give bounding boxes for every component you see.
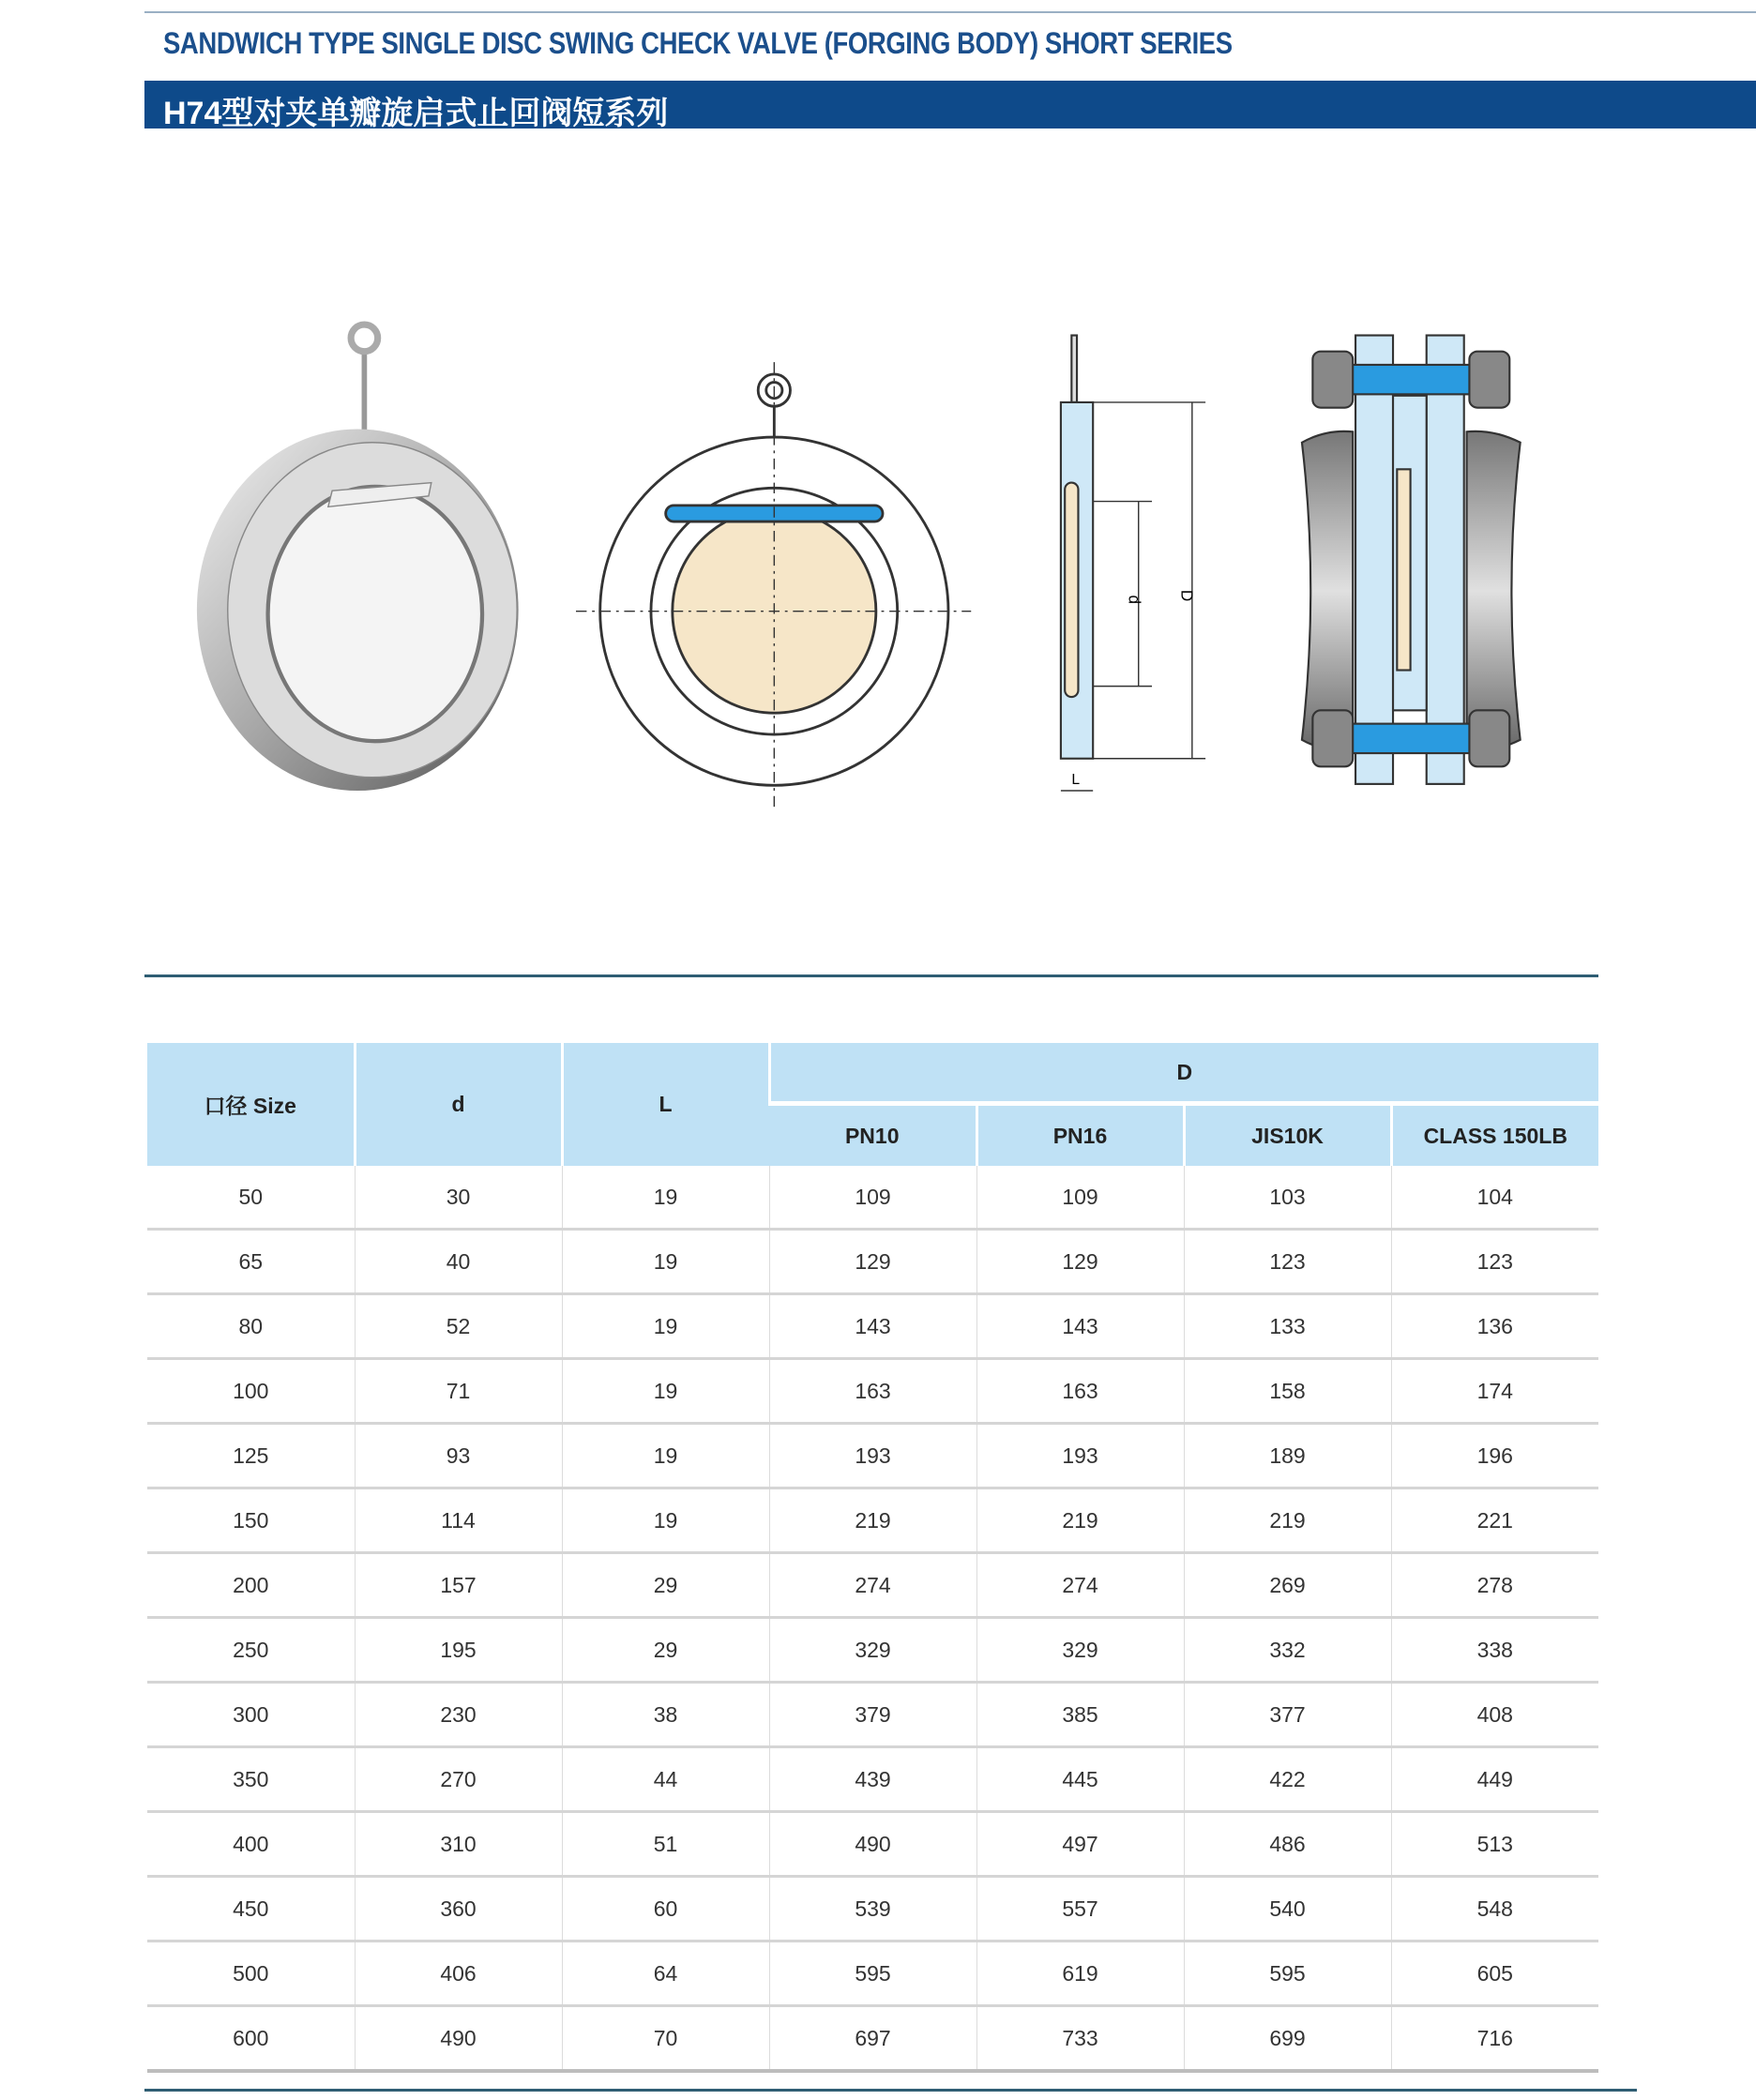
table-row bbox=[147, 1294, 1598, 1359]
table-cell: 19 bbox=[562, 1359, 769, 1424]
table-cell: 269 bbox=[1184, 1553, 1391, 1618]
table-cell: 65 bbox=[147, 1230, 355, 1294]
table-cell: 143 bbox=[976, 1294, 1184, 1359]
table-cell: 329 bbox=[769, 1618, 976, 1683]
table-cell: 379 bbox=[769, 1683, 976, 1747]
table-cell: 196 bbox=[1391, 1424, 1598, 1488]
table-cell: 71 bbox=[355, 1359, 562, 1424]
table-cell: 400 bbox=[147, 1812, 355, 1877]
table-cell: 64 bbox=[562, 1941, 769, 2006]
table-cell: 70 bbox=[562, 2006, 769, 2072]
table-cell: 133 bbox=[1184, 1294, 1391, 1359]
table-cell: 250 bbox=[147, 1618, 355, 1683]
table-cell: 274 bbox=[976, 1553, 1184, 1618]
table-cell: 270 bbox=[355, 1747, 562, 1812]
table-cell: 300 bbox=[147, 1683, 355, 1747]
table-cell: 278 bbox=[1391, 1553, 1598, 1618]
table-cell: 329 bbox=[976, 1618, 1184, 1683]
table-cell: 143 bbox=[769, 1294, 976, 1359]
table-cell: 338 bbox=[1391, 1618, 1598, 1683]
title-bar bbox=[144, 81, 1756, 131]
table-cell: 350 bbox=[147, 1747, 355, 1812]
valve-front-view bbox=[576, 362, 971, 810]
table-cell: 103 bbox=[1184, 1166, 1391, 1230]
header-d: d bbox=[355, 1043, 562, 1166]
title-english: SANDWICH TYPE SINGLE DISC SWING CHECK VALVE (FORGING BODY) SHORT SERIES bbox=[163, 26, 1233, 60]
table-cell: 19 bbox=[562, 1424, 769, 1488]
table-cell: 60 bbox=[562, 1877, 769, 1941]
table-cell: 93 bbox=[355, 1424, 562, 1488]
table-cell: 445 bbox=[976, 1747, 1184, 1812]
valve-side-view bbox=[1061, 336, 1205, 791]
table-cell: 163 bbox=[976, 1359, 1184, 1424]
table-cell: 136 bbox=[1391, 1294, 1598, 1359]
table-row bbox=[147, 1424, 1598, 1488]
table-cell: 360 bbox=[355, 1877, 562, 1941]
table-cell: 733 bbox=[976, 2006, 1184, 2072]
table-cell: 219 bbox=[976, 1488, 1184, 1553]
table-cell: 716 bbox=[1391, 2006, 1598, 2072]
table-cell: 125 bbox=[147, 1424, 355, 1488]
table-cell: 500 bbox=[147, 1941, 355, 2006]
table-cell: 29 bbox=[562, 1553, 769, 1618]
table-cell: 310 bbox=[355, 1812, 562, 1877]
table-cell: 123 bbox=[1391, 1230, 1598, 1294]
table-cell: 163 bbox=[769, 1359, 976, 1424]
valve-drawings bbox=[0, 268, 1756, 831]
header-pn10: PN10 bbox=[769, 1104, 976, 1167]
table-cell: 513 bbox=[1391, 1812, 1598, 1877]
table-cell: 274 bbox=[769, 1553, 976, 1618]
table-row bbox=[147, 1553, 1598, 1618]
table-cell: 219 bbox=[769, 1488, 976, 1553]
table-cell: 540 bbox=[1184, 1877, 1391, 1941]
label-d: d bbox=[1125, 595, 1144, 605]
table-cell: 699 bbox=[1184, 2006, 1391, 2072]
table-cell: 230 bbox=[355, 1683, 562, 1747]
table-cell: 30 bbox=[355, 1166, 562, 1230]
table-cell: 539 bbox=[769, 1877, 976, 1941]
table-row bbox=[147, 1941, 1598, 2006]
header-pn16: PN16 bbox=[976, 1104, 1184, 1167]
label-L: L bbox=[1071, 771, 1081, 788]
table-cell: 29 bbox=[562, 1618, 769, 1683]
table-cell: 40 bbox=[355, 1230, 562, 1294]
table-cell: 19 bbox=[562, 1230, 769, 1294]
table-cell: 406 bbox=[355, 1941, 562, 2006]
header-jis10k: JIS10K bbox=[1184, 1104, 1391, 1167]
table-cell: 109 bbox=[976, 1166, 1184, 1230]
table-cell: 221 bbox=[1391, 1488, 1598, 1553]
dimensions-table bbox=[147, 1043, 1598, 2073]
table-row bbox=[147, 1618, 1598, 1683]
table-cell: 385 bbox=[976, 1683, 1184, 1747]
table-cell: 19 bbox=[562, 1294, 769, 1359]
table-cell: 377 bbox=[1184, 1683, 1391, 1747]
valve-photo bbox=[197, 325, 519, 791]
table-cell: 52 bbox=[355, 1294, 562, 1359]
table-cell: 557 bbox=[976, 1877, 1184, 1941]
table-cell: 150 bbox=[147, 1488, 355, 1553]
table-cell: 123 bbox=[1184, 1230, 1391, 1294]
table-cell: 486 bbox=[1184, 1812, 1391, 1877]
table-row bbox=[147, 1877, 1598, 1941]
table-cell: 193 bbox=[769, 1424, 976, 1488]
table-cell: 332 bbox=[1184, 1618, 1391, 1683]
table-cell: 189 bbox=[1184, 1424, 1391, 1488]
table-cell: 129 bbox=[976, 1230, 1184, 1294]
table-cell: 497 bbox=[976, 1812, 1184, 1877]
table-cell: 200 bbox=[147, 1553, 355, 1618]
table-row bbox=[147, 1230, 1598, 1294]
header-L: L bbox=[562, 1043, 769, 1166]
table-cell: 114 bbox=[355, 1488, 562, 1553]
table-cell: 157 bbox=[355, 1553, 562, 1618]
table-cell: 109 bbox=[769, 1166, 976, 1230]
table-row bbox=[147, 1747, 1598, 1812]
table-row bbox=[147, 2006, 1598, 2072]
table-cell: 174 bbox=[1391, 1359, 1598, 1424]
table-cell: 195 bbox=[355, 1618, 562, 1683]
table-cell: 129 bbox=[769, 1230, 976, 1294]
table-cell: 449 bbox=[1391, 1747, 1598, 1812]
table-cell: 439 bbox=[769, 1747, 976, 1812]
table-row bbox=[147, 1488, 1598, 1553]
header-D: D bbox=[769, 1043, 1598, 1104]
section-divider bbox=[144, 974, 1598, 977]
table-cell: 595 bbox=[1184, 1941, 1391, 2006]
table-cell: 19 bbox=[562, 1488, 769, 1553]
table-cell: 100 bbox=[147, 1359, 355, 1424]
table-cell: 697 bbox=[769, 2006, 976, 2072]
title-chinese: H74型对夹单瓣旋启式止回阀短系列 bbox=[163, 96, 669, 131]
header-class150lb: CLASS 150LB bbox=[1391, 1104, 1598, 1167]
bottom-rule bbox=[144, 2089, 1637, 2092]
table-cell: 422 bbox=[1184, 1747, 1391, 1812]
table-cell: 50 bbox=[147, 1166, 355, 1230]
table-cell: 490 bbox=[769, 1812, 976, 1877]
valve-installed-view bbox=[1302, 336, 1521, 784]
table-cell: 219 bbox=[1184, 1488, 1391, 1553]
header-size: 口径 Size bbox=[147, 1043, 355, 1166]
table-cell: 408 bbox=[1391, 1683, 1598, 1747]
table-cell: 450 bbox=[147, 1877, 355, 1941]
top-rule bbox=[144, 11, 1756, 13]
table-cell: 19 bbox=[562, 1166, 769, 1230]
table-cell: 600 bbox=[147, 2006, 355, 2072]
table-cell: 80 bbox=[147, 1294, 355, 1359]
table-cell: 44 bbox=[562, 1747, 769, 1812]
table-cell: 38 bbox=[562, 1683, 769, 1747]
label-D: D bbox=[1177, 589, 1197, 602]
table-cell: 104 bbox=[1391, 1166, 1598, 1230]
table-cell: 605 bbox=[1391, 1941, 1598, 2006]
table-cell: 193 bbox=[976, 1424, 1184, 1488]
table-cell: 51 bbox=[562, 1812, 769, 1877]
table-row bbox=[147, 1166, 1598, 1230]
table-row bbox=[147, 1812, 1598, 1877]
table-cell: 619 bbox=[976, 1941, 1184, 2006]
table-cell: 490 bbox=[355, 2006, 562, 2072]
table-cell: 548 bbox=[1391, 1877, 1598, 1941]
table-row bbox=[147, 1683, 1598, 1747]
table-cell: 158 bbox=[1184, 1359, 1391, 1424]
table-cell: 595 bbox=[769, 1941, 976, 2006]
table-row bbox=[147, 1359, 1598, 1424]
